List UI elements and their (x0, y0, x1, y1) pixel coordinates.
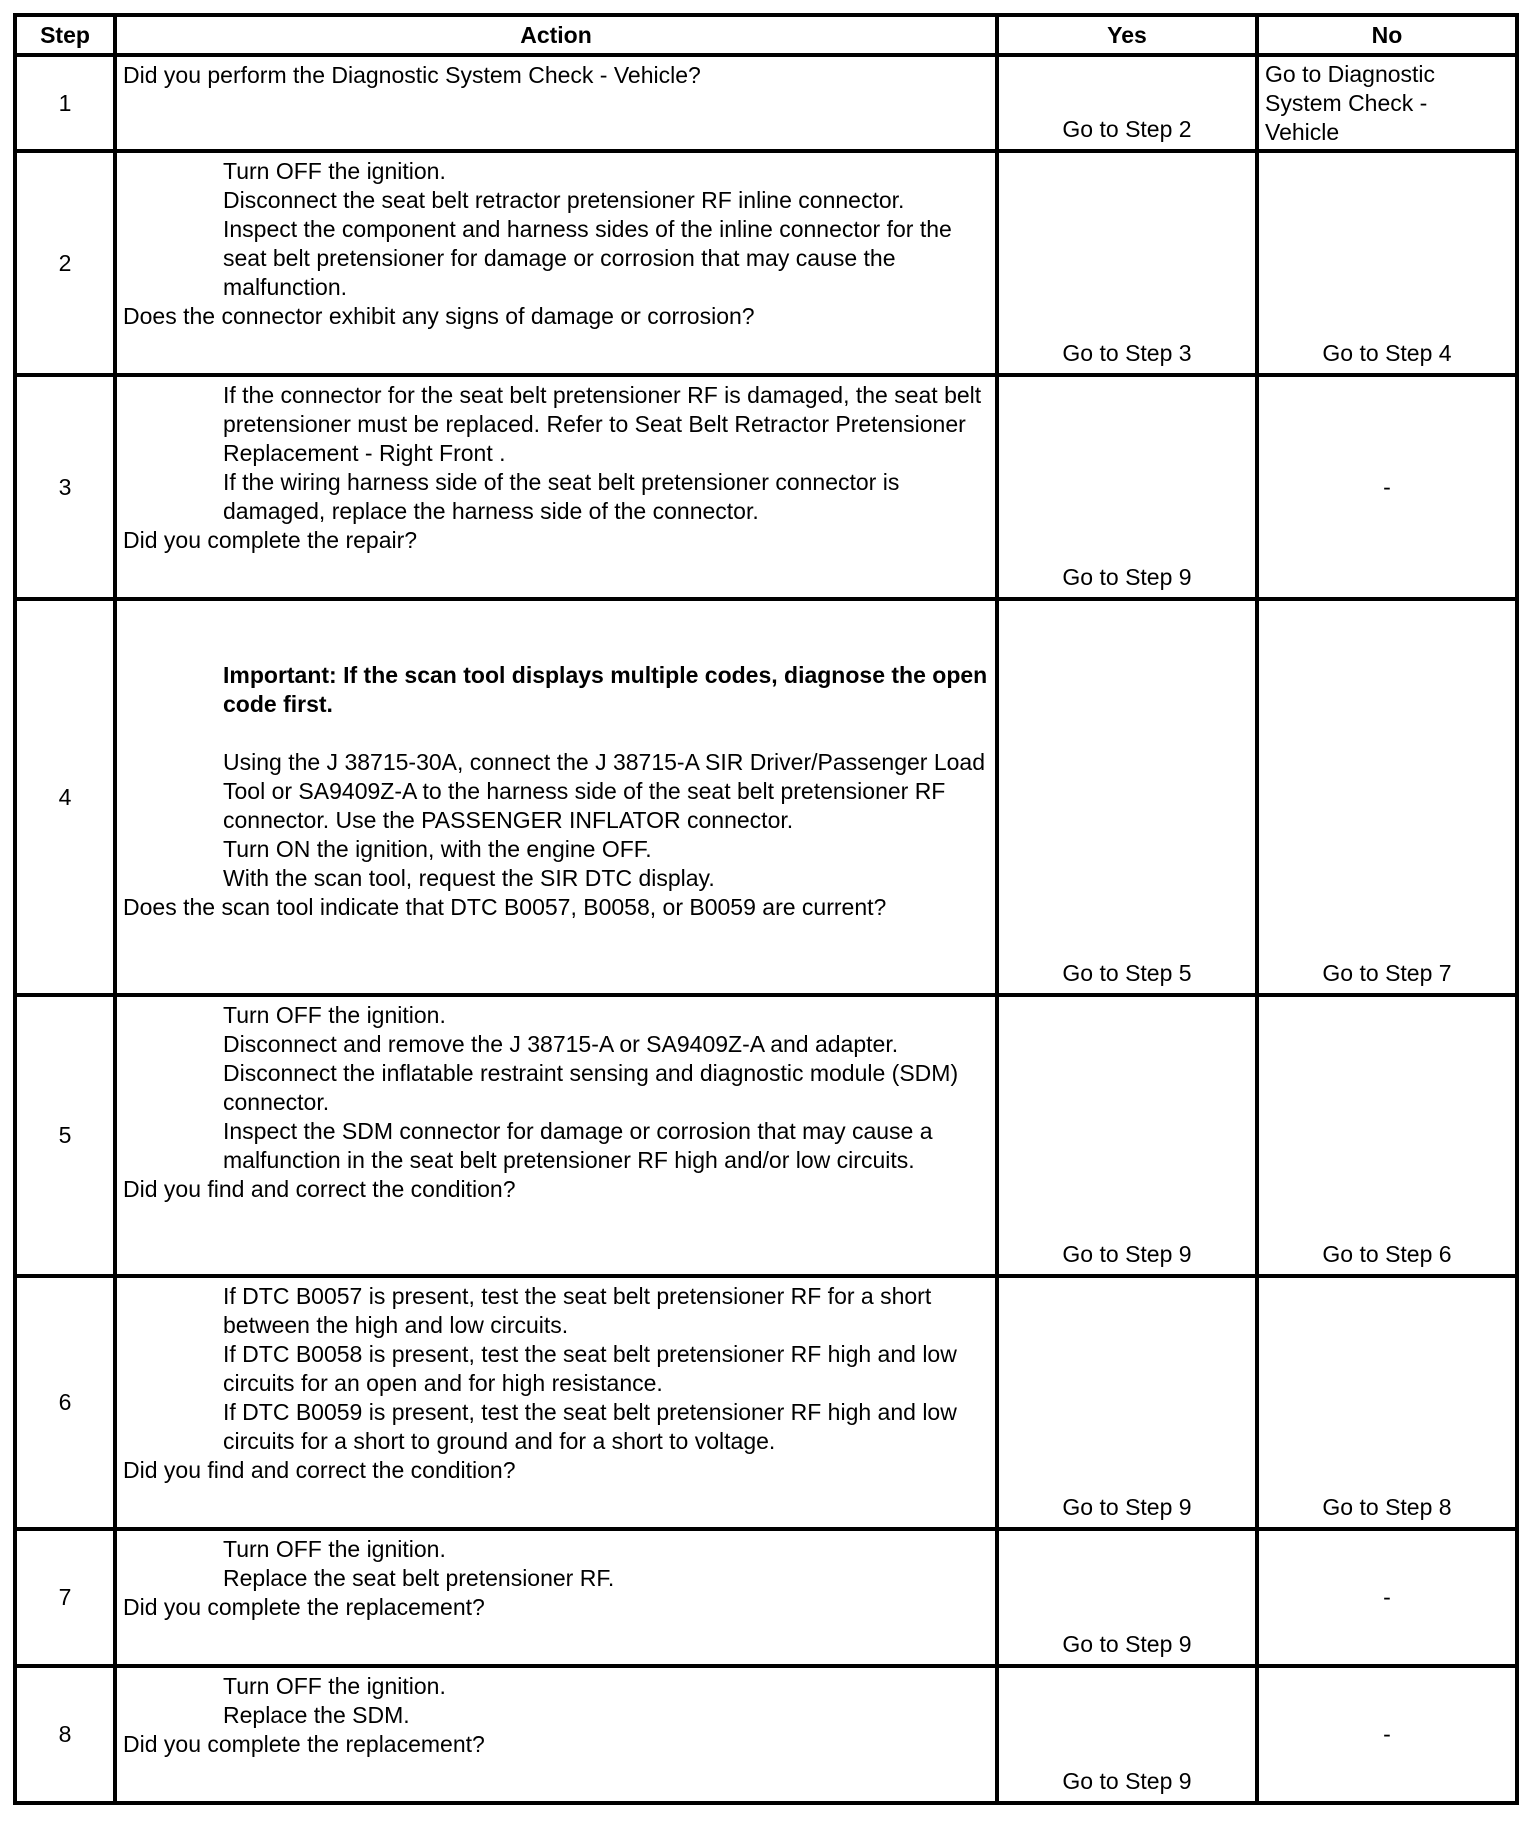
action-question: Does the scan tool indicate that DTC B0057, B0058, or B0059 are current? (123, 894, 887, 920)
action-question: Did you perform the Diagnostic System Check - Vehicle? (123, 62, 701, 88)
step-number: 4 (15, 599, 115, 995)
action-item: Disconnect the seat belt retractor pretensioner RF inline connector. (223, 187, 905, 213)
action-item: With the scan tool, request the SIR DTC display. (223, 865, 715, 891)
yes-cell: Go to Step 9 (997, 1276, 1257, 1529)
action-question: Does the connector exhibit any signs of damage or corrosion? (123, 303, 755, 329)
action-item: If DTC B0057 is present, test the seat belt pretensioner RF for a short between the high and low circuits. (223, 1283, 932, 1338)
table-row (15, 599, 1517, 995)
table-row (15, 1666, 1517, 1803)
no-cell: Go to Step 7 (1257, 599, 1517, 995)
action-item: Inspect the SDM connector for damage or corrosion that may cause a malfunction in the seat belt pretensioner RF high and/or low circuits. (223, 1118, 933, 1173)
no-cell: Go to Step 8 (1257, 1276, 1517, 1529)
action-item: Turn OFF the ignition. (223, 1536, 446, 1562)
header-step: Step (15, 15, 115, 55)
action-item: Replace the SDM. (223, 1702, 410, 1728)
action-item: Disconnect and remove the J 38715-A or SA9409Z-A and adapter. (223, 1031, 899, 1057)
action-cell (115, 375, 997, 599)
no-cell: Go to Step 6 (1257, 995, 1517, 1276)
no-cell: - (1257, 375, 1517, 599)
action-question: Did you find and correct the condition? (123, 1176, 516, 1202)
table-row (15, 1529, 1517, 1666)
table-row (15, 995, 1517, 1276)
important-note: Important: If the scan tool displays multiple codes, diagnose the open code first. (223, 662, 988, 717)
no-cell-text: Go to Diagnostic System Check - Vehicle (1265, 61, 1436, 145)
action-item: Turn OFF the ignition. (223, 1002, 446, 1028)
table-row (15, 375, 1517, 599)
action-question: Did you complete the replacement? (123, 1731, 485, 1757)
action-steps (123, 1282, 989, 1456)
diagnostic-table (13, 13, 1519, 1805)
step-number: 7 (15, 1529, 115, 1666)
action-item: If the connector for the seat belt pretensioner RF is damaged, the seat belt pretensioner must be replaced. Refer to Seat Belt Retractor Pretensioner Replacement - Right Front . (223, 382, 982, 466)
table-row (15, 1276, 1517, 1529)
step-number: 2 (15, 151, 115, 375)
yes-cell: Go to Step 2 (997, 55, 1257, 151)
action-steps (123, 157, 989, 302)
no-cell: - (1257, 1666, 1517, 1803)
action-cell (115, 599, 997, 995)
action-item: Turn ON the ignition, with the engine OFF. (223, 836, 652, 862)
step-number: 3 (15, 375, 115, 599)
action-item: Turn OFF the ignition. (223, 1673, 446, 1699)
step-number: 8 (15, 1666, 115, 1803)
yes-cell: Go to Step 9 (997, 1529, 1257, 1666)
yes-cell: Go to Step 9 (997, 1666, 1257, 1803)
no-cell (1257, 55, 1517, 151)
no-cell: Go to Step 4 (1257, 151, 1517, 375)
action-steps (123, 1535, 989, 1593)
action-item: If the wiring harness side of the seat belt pretensioner connector is damaged, replace the harness side of the connector. (223, 469, 900, 524)
header-row (15, 15, 1517, 55)
action-cell (115, 1276, 997, 1529)
table-row (15, 151, 1517, 375)
action-steps (123, 1001, 989, 1175)
table-row (15, 55, 1517, 151)
yes-cell: Go to Step 9 (997, 995, 1257, 1276)
yes-cell: Go to Step 5 (997, 599, 1257, 995)
no-cell: - (1257, 1529, 1517, 1666)
action-item: If DTC B0058 is present, test the seat belt pretensioner RF high and low circuits for an open and for high resistance. (223, 1341, 957, 1396)
header-yes: Yes (997, 15, 1257, 55)
header-action: Action (115, 15, 997, 55)
diagnostic-table-wrapper (13, 13, 1515, 1805)
action-item: Using the J 38715-30A, connect the J 38715-A SIR Driver/Passenger Load Tool or SA9409Z-A to the harness side of the seat belt pretensioner RF connector. Use the PASSENGER INFLATOR connector. (223, 749, 986, 833)
action-question: Did you find and correct the condition? (123, 1457, 516, 1483)
action-item: If DTC B0059 is present, test the seat belt pretensioner RF high and low circuits for a short to ground and for a short to voltage. (223, 1399, 957, 1454)
yes-cell: Go to Step 9 (997, 375, 1257, 599)
header-no: No (1257, 15, 1517, 55)
action-cell (115, 1666, 997, 1803)
action-cell (115, 151, 997, 375)
action-steps (123, 381, 989, 526)
step-number: 1 (15, 55, 115, 151)
action-question: Did you complete the replacement? (123, 1594, 485, 1620)
action-item: Disconnect the inflatable restraint sensing and diagnostic module (SDM) connector. (223, 1060, 959, 1115)
step-number: 5 (15, 995, 115, 1276)
action-item: Replace the seat belt pretensioner RF. (223, 1565, 615, 1591)
action-cell (115, 1529, 997, 1666)
action-item: Turn OFF the ignition. (223, 158, 446, 184)
yes-cell: Go to Step 3 (997, 151, 1257, 375)
action-item: Inspect the component and harness sides of the inline connector for the seat belt pretensioner for damage or corrosion that may cause the malfunction. (223, 216, 952, 300)
action-steps (123, 661, 989, 893)
action-steps (123, 1672, 989, 1730)
action-question: Did you complete the repair? (123, 527, 418, 553)
step-number: 6 (15, 1276, 115, 1529)
action-cell (115, 995, 997, 1276)
action-cell (115, 55, 997, 151)
